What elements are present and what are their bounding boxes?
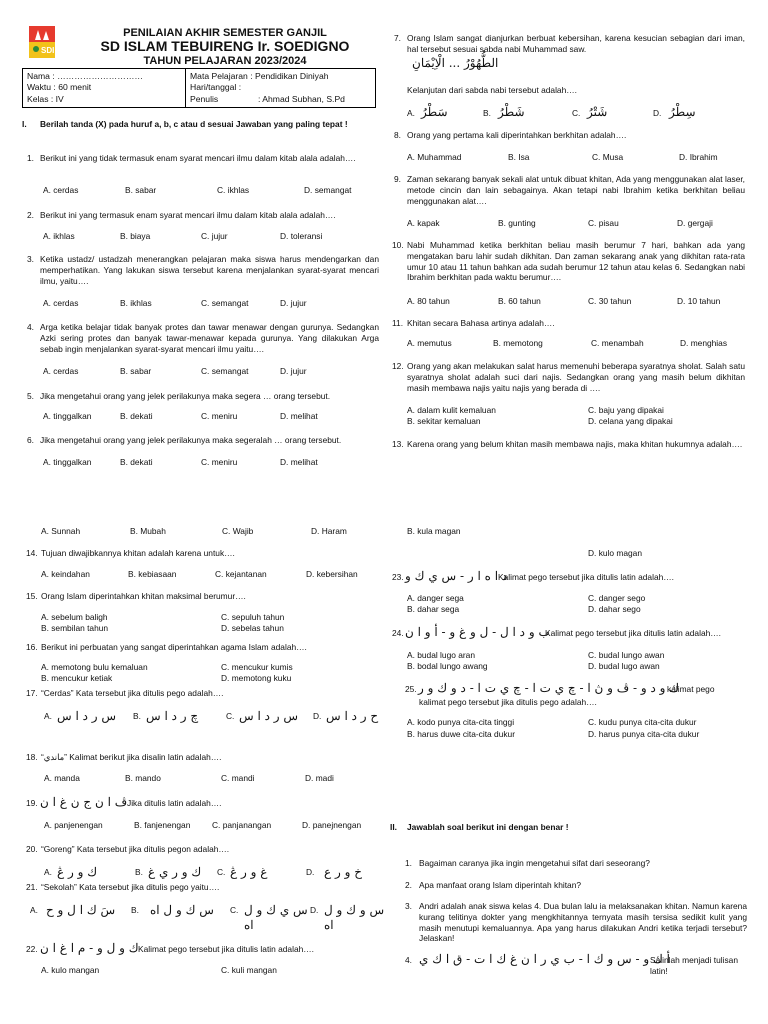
option-c[interactable]: C. danger sego bbox=[588, 593, 646, 603]
option-a[interactable]: A. bbox=[44, 711, 52, 721]
q5-num: 5. bbox=[27, 391, 34, 401]
q8-num: 8. bbox=[394, 130, 401, 140]
option-c[interactable]: C. meniru bbox=[201, 457, 238, 467]
option-d[interactable]: D. toleransi bbox=[280, 231, 323, 241]
q25-label: kalimat pego bbox=[667, 684, 715, 694]
option-d[interactable]: D. menghias bbox=[680, 338, 728, 348]
q23-pego: د ا ه ا ر - س ي ك و bbox=[405, 569, 508, 583]
option-d[interactable]: D. melihat bbox=[280, 457, 318, 467]
q16-num: 16. bbox=[26, 642, 38, 652]
essay3-num: 3. bbox=[405, 901, 412, 911]
option-a[interactable]: A. cerdas bbox=[43, 185, 79, 195]
q9-text: Zaman sekarang banyak sekali alat untuk dibuat khitan, Ada yang menggunakan alat laser, metode cincin dan lain sebagainya. Akan tetapi nabi Ibrahim ketika berkhitan beliau menggunakan alat…. bbox=[407, 174, 745, 206]
q2-num: 2. bbox=[27, 210, 34, 220]
school-year: TAHUN PELAJARAN 2023/2024 bbox=[143, 55, 307, 67]
q23-num: 23. bbox=[392, 572, 404, 582]
option-a[interactable]: A. bbox=[30, 905, 38, 915]
option-a[interactable]: A. memutus bbox=[407, 338, 452, 348]
option-d[interactable]: D. melihat bbox=[280, 411, 318, 421]
option-a[interactable]: A. tinggalkan bbox=[43, 457, 92, 467]
option-b[interactable]: B. mencukur ketiak bbox=[41, 673, 113, 683]
q12-num: 12. bbox=[392, 361, 404, 371]
q19-pego: ڤ ا ن ج ن غ ا ن bbox=[40, 795, 128, 809]
q14-text: Tujuan diwajibkannya khitan adalah karena untuk…. bbox=[41, 548, 235, 558]
header-line1: PENILAIAN AKHIR SEMESTER GANJIL bbox=[123, 27, 327, 39]
option-b[interactable]: B. bbox=[131, 905, 139, 915]
q16-text: Berikut ini perbuatan yang sangat diperintahkan agama Islam adalah…. bbox=[41, 642, 307, 652]
school-logo bbox=[29, 26, 55, 58]
option-c[interactable]: C. bbox=[572, 108, 581, 118]
q8-text: Orang yang pertama kali diperintahkan berkhitan adalah…. bbox=[407, 130, 627, 140]
option-d[interactable]: D. memotong kuku bbox=[221, 673, 292, 683]
hari-field[interactable]: Hari/tanggal : bbox=[190, 82, 242, 92]
option-c[interactable]: C. bbox=[226, 711, 235, 721]
option-a-arab[interactable]: ك و ر ڠ bbox=[57, 865, 98, 879]
q3-text: Ketika ustadz/ ustadzah menerangkan pelajaran maka siswa harus mendengarkan dan memperhatikan. Yang lakukan siswa tersebut karena menjalankan syarat-syarat mencari ilmu, yaitu…. bbox=[40, 254, 379, 286]
option-a[interactable]: A. tinggalkan bbox=[43, 411, 92, 421]
q2-text: Berikut ini yang termasuk enam syarat mencari ilmu dalam kitab alala adalah…. bbox=[40, 210, 336, 220]
essay4-pego: أ ك و - س و ك ا - ب ي ر ا ن غ ك ا ت - ق ا ك ي bbox=[419, 952, 671, 966]
q25-pego: ك و د و - ڤ و ڽ ا - چ ي ت ا - چ ي ت ا - د و ك و ر bbox=[418, 681, 680, 695]
q10-text: Nabi Muhammad ketika berkhitan beliau masih berumur 7 hari, bahkan ada yang mengatakan baru lahir sudah dikhitan. Dan zaman sekarang anak yang dikhitan rata-rata umur 10 atau 11 tahun bahkan ada sudah berumur 12 tahun atau kelas 6. Sedangkan nabi Ibrahim berkhitan pada waktu berumur…. bbox=[407, 240, 745, 283]
q15-num: 15. bbox=[26, 591, 38, 601]
option-a[interactable]: A. sebelum baligh bbox=[41, 612, 108, 622]
option-a[interactable]: A. danger sega bbox=[407, 593, 464, 603]
option-c[interactable]: C. menambah bbox=[591, 338, 644, 348]
option-b-arab[interactable]: س ك و ل اه bbox=[150, 903, 214, 917]
option-c-arab[interactable]: شَتْرُ bbox=[587, 105, 608, 119]
option-b[interactable]: B. sabar bbox=[120, 366, 152, 376]
option-c-arab[interactable]: غ و ر ڠ bbox=[230, 865, 268, 879]
essay3-text: Andri adalah anak siswa kelas 4. Dua bulan lalu ia melaksanakan khitan. Namun karena kurang telitinya dokter yang mengkhitannya ternyata masih tersisa sedikit kulit yang masih menutupi kemaluannya. Apa yang harus dilakukan Andri ketika terjadi tersebut? Jelaskan! bbox=[419, 901, 747, 944]
option-a-arab[interactable]: سَ ك ا ل و ح bbox=[46, 903, 116, 917]
section1-title: Berilah tanda (X) pada huruf a, b, c atau d sesuai Jawaban yang paling tepat ! bbox=[40, 119, 348, 129]
q1-num: 1. bbox=[27, 153, 34, 163]
option-a[interactable]: A. keindahan bbox=[41, 569, 90, 579]
q24-num: 24. bbox=[392, 628, 404, 638]
option-c[interactable]: C. panjanangan bbox=[212, 820, 272, 830]
q21-text: “Sekolah” Kata tersebut jika ditulis pego yaitu…. bbox=[41, 882, 220, 892]
q18-num: 18. bbox=[26, 752, 38, 762]
waktu-field: Waktu : 60 menit bbox=[27, 82, 92, 92]
mapel-field: Mata Pelajaran : Pendidikan Diniyah bbox=[190, 71, 329, 81]
option-c[interactable]: C. bbox=[217, 867, 226, 877]
q18-text: “ماندي” Kalimat berikut jika disalin latin adalah…. bbox=[41, 752, 222, 762]
option-c[interactable]: C. baju yang dipakai bbox=[588, 405, 664, 415]
essay1-text: Bagaiman caranya jika ingin mengetahui sifat dari seseorang? bbox=[419, 858, 650, 868]
option-d[interactable]: D. bbox=[310, 905, 319, 915]
option-a[interactable]: A. ikhlas bbox=[43, 231, 75, 241]
option-c-arab[interactable]: س ي ك و ل اه bbox=[244, 903, 308, 933]
option-d[interactable]: D. dahar sego bbox=[588, 604, 641, 614]
option-b[interactable]: B. bbox=[133, 711, 141, 721]
q13-num: 13. bbox=[392, 439, 404, 449]
option-c[interactable]: C. pisau bbox=[588, 218, 619, 228]
q7-hadith: الطُّهُوْرُ ... الْاِيْمَانِ bbox=[412, 56, 499, 70]
option-c[interactable]: C. mandi bbox=[221, 773, 255, 783]
q11-text: Khitan secara Bahasa artinya adalah…. bbox=[407, 318, 555, 328]
q14-num: 14. bbox=[26, 548, 38, 558]
option-d[interactable]: D. Haram bbox=[311, 526, 347, 536]
q4-text: Arga ketika belajar tidak banyak protes dan tawar menawar dengan gurunya. Sedangkan Azki sering protes dan banyak tawar-menawar kepada gurunya. Yang dilakukan Arga sebab ingin menjalankan syarat-syarat mencari ilmu yaitu…. bbox=[40, 322, 379, 354]
q24-pego: ب و د ا ل - ل و غ و - أ و ا ن bbox=[405, 625, 550, 639]
q12-text: Orang yang akan melakukan salat harus memenuhi beberapa syaratnya sholat. Salah satu syaratnya sholat adalah suci dari najis. Sedangkan orang yang masih belum dikhitan masih membawa najis yaitu najis yang berada di …. bbox=[407, 361, 745, 393]
option-b[interactable]: B. dekati bbox=[120, 411, 153, 421]
option-b[interactable]: B. gunting bbox=[498, 218, 536, 228]
option-c[interactable]: C. kuli mangan bbox=[221, 965, 277, 975]
option-c-arab[interactable]: س ر د ا س bbox=[239, 709, 299, 723]
q13-text: Karena orang yang belum khitan masih membawa najis, maka khitan hukumnya adalah…. bbox=[407, 439, 743, 449]
q6-text: Jika mengetahui orang yang jelek perilakunya maka segeralah … orang tersebut. bbox=[40, 435, 342, 445]
q20-num: 20. bbox=[26, 844, 38, 854]
q11-num: 11. bbox=[392, 318, 404, 328]
q20-text: “Goreng” Kata tersebut jika ditulis pegon adalah…. bbox=[41, 844, 230, 854]
option-b[interactable]: B. bbox=[483, 108, 491, 118]
q22-pego: ك و ل و - م ا غ ا ن bbox=[40, 941, 139, 955]
option-d[interactable]: D. semangat bbox=[304, 185, 352, 195]
essay1-num: 1. bbox=[405, 858, 412, 868]
option-a[interactable]: A. memotong bulu kemaluan bbox=[41, 662, 148, 672]
option-d[interactable]: D. kulo magan bbox=[588, 548, 642, 558]
option-a[interactable]: A. manda bbox=[44, 773, 80, 783]
q22-num: 22. bbox=[26, 944, 38, 954]
option-a[interactable]: A. Sunnah bbox=[41, 526, 81, 536]
section1-num: I. bbox=[22, 119, 27, 129]
option-b[interactable]: B. mando bbox=[125, 773, 161, 783]
q15-text: Orang Islam diperintahkan khitan maksimal berumur…. bbox=[41, 591, 246, 601]
kelas-field: Kelas : IV bbox=[27, 94, 64, 104]
option-c[interactable]: C. kudu punya cita-cita dukur bbox=[588, 717, 697, 727]
option-a[interactable]: A. dalam kulit kemaluan bbox=[407, 405, 496, 415]
option-d[interactable]: D. jujur bbox=[280, 298, 307, 308]
q3-num: 3. bbox=[27, 254, 34, 264]
option-a-arab[interactable]: سَطْرُ bbox=[421, 105, 448, 119]
option-d[interactable]: D. bbox=[653, 108, 662, 118]
option-a[interactable]: A. bbox=[44, 867, 52, 877]
option-b[interactable]: B. bbox=[135, 867, 143, 877]
student-info-box bbox=[22, 68, 376, 108]
q22-text: Kalimat pego tersebut jika ditulis latin adalah…. bbox=[138, 944, 314, 954]
nama-field[interactable]: Nama : ………………………… bbox=[27, 71, 144, 81]
option-d[interactable]: D. jujur bbox=[280, 366, 307, 376]
option-c[interactable]: C. semangat bbox=[201, 366, 249, 376]
q17-num: 17. bbox=[26, 688, 38, 698]
option-d[interactable]: D. harus punya cita-cita dukur bbox=[588, 729, 700, 739]
option-d-arab[interactable]: خ و ر ع bbox=[324, 865, 362, 879]
option-b[interactable]: B. memotong bbox=[493, 338, 543, 348]
q25-text: kalimat pego tersebut jika ditulis pego adalah…. bbox=[419, 697, 597, 707]
option-d-arab[interactable]: سِطْرُ bbox=[669, 105, 696, 119]
option-c[interactable]: C. budal lungo awan bbox=[588, 650, 665, 660]
option-b[interactable]: B. kula magan bbox=[407, 526, 461, 536]
option-b[interactable]: B. bodal lungo awang bbox=[407, 661, 488, 671]
option-c[interactable]: C. mencukur kumis bbox=[221, 662, 293, 672]
q17-text: “Cerdas” Kata tersebut jika ditulis pego adalah…. bbox=[41, 688, 224, 698]
option-a[interactable]: A. bbox=[407, 108, 415, 118]
option-b[interactable]: B. sabar bbox=[125, 185, 157, 195]
option-c[interactable]: C. sepuluh tahun bbox=[221, 612, 285, 622]
option-b[interactable]: B. 60 tahun bbox=[498, 296, 541, 306]
section2-num: II. bbox=[390, 822, 397, 832]
option-d[interactable]: D. Ibrahim bbox=[679, 152, 718, 162]
option-d-arab[interactable]: س و ك و ل اه bbox=[324, 903, 385, 933]
option-d[interactable]: D. 10 tahun bbox=[677, 296, 721, 306]
option-d-arab[interactable]: ح ر د ا س bbox=[326, 709, 379, 723]
q1-text: Berikut ini yang tidak termasuk enam syarat mencari ilmu dalam kitab alala adalah…. bbox=[40, 153, 356, 163]
q7-text2: Kelanjutan dari sabda nabi tersebut adalah…. bbox=[407, 85, 577, 95]
school-name: SD ISLAM TEBUIRENG Ir. SOEDIGNO bbox=[100, 38, 350, 54]
option-d[interactable]: D. bbox=[306, 867, 315, 877]
penulis-label: Penulis bbox=[190, 94, 219, 104]
option-b[interactable]: B. sekitar kemaluan bbox=[407, 416, 481, 426]
option-a[interactable]: A. kapak bbox=[407, 218, 440, 228]
penulis-value: : Ahmad Subhan, S.Pd bbox=[258, 94, 345, 104]
q5-text: Jika mengetahui orang yang jelek perilakunya maka segera … orang tersebut. bbox=[40, 391, 331, 401]
logo-text: SDI bbox=[41, 46, 55, 55]
option-a[interactable]: A. panjenengan bbox=[44, 820, 103, 830]
option-a-arab[interactable]: س ر د ا س bbox=[57, 709, 117, 723]
option-d[interactable]: D. panejnengan bbox=[302, 820, 362, 830]
q24-text: Kalimat pego tersebut jika ditulis latin adalah…. bbox=[545, 628, 721, 638]
option-d[interactable]: D. celana yang dipakai bbox=[588, 416, 673, 426]
q4-num: 4. bbox=[27, 322, 34, 332]
essay2-text: Apa manfaat orang Islam diperintah khitan? bbox=[419, 880, 582, 890]
option-b[interactable]: B. harus duwe cita-cita dukur bbox=[407, 729, 515, 739]
q21-num: 21. bbox=[26, 882, 38, 892]
option-b[interactable]: B. ikhlas bbox=[120, 298, 152, 308]
option-c[interactable]: C. meniru bbox=[201, 411, 238, 421]
option-a[interactable]: A. kodo punya cita-cita tinggi bbox=[407, 717, 515, 727]
option-b-arab[interactable]: ك و ر ي غ bbox=[148, 865, 202, 879]
q23-text: Kalimat pego tersebut jika ditulis latin adalah…. bbox=[498, 572, 674, 582]
option-d[interactable]: D. kebersihan bbox=[306, 569, 358, 579]
option-c[interactable]: C. Wajib bbox=[222, 526, 254, 536]
section2-title: Jawablah soal berikut ini dengan benar ! bbox=[407, 822, 569, 832]
option-b-arab[interactable]: چ ر د ا س bbox=[146, 709, 199, 723]
option-b[interactable]: B. fanjenengan bbox=[134, 820, 191, 830]
option-b[interactable]: B. dahar sega bbox=[407, 604, 460, 614]
q25-num: 25. bbox=[405, 684, 417, 694]
q10-num: 10. bbox=[392, 240, 404, 250]
q9-num: 9. bbox=[394, 174, 401, 184]
option-a[interactable]: A. 80 tahun bbox=[407, 296, 450, 306]
option-b[interactable]: B. sembilan tahun bbox=[41, 623, 109, 633]
q7-text: Orang Islam sangat dianjurkan berbuat kebersihan, karena kesucian sebagian dari iman, hal tersebut sesuai sabda nabi Muhammad saw. bbox=[407, 33, 745, 54]
option-b[interactable]: B. kebiasaan bbox=[128, 569, 177, 579]
option-b[interactable]: B. Isa bbox=[508, 152, 530, 162]
option-d[interactable]: D. madi bbox=[305, 773, 334, 783]
option-a[interactable]: A. kulo mangan bbox=[41, 965, 100, 975]
option-b-arab[interactable]: شَطْرُ bbox=[498, 105, 525, 119]
option-a[interactable]: A. cerdas bbox=[43, 298, 79, 308]
option-b[interactable]: B. biaya bbox=[120, 231, 151, 241]
option-d[interactable]: D. budal lugo awan bbox=[588, 661, 660, 671]
essay4-num: 4. bbox=[405, 955, 412, 965]
option-b[interactable]: B. dekati bbox=[120, 457, 153, 467]
q19-num: 19. bbox=[26, 798, 38, 808]
q19-text: Jika ditulis latin adalah…. bbox=[127, 798, 222, 808]
option-c[interactable]: C. semangat bbox=[201, 298, 249, 308]
option-c[interactable]: C. Musa bbox=[592, 152, 624, 162]
option-c[interactable]: C. 30 tahun bbox=[588, 296, 632, 306]
option-a[interactable]: A. Muhammad bbox=[407, 152, 462, 162]
option-c[interactable]: C. ikhlas bbox=[217, 185, 250, 195]
option-c[interactable]: C. jujur bbox=[201, 231, 228, 241]
q7-num: 7. bbox=[394, 33, 401, 43]
option-d[interactable]: D. gergaji bbox=[677, 218, 713, 228]
option-a[interactable]: A. cerdas bbox=[43, 366, 79, 376]
option-c[interactable]: C. kejantanan bbox=[215, 569, 267, 579]
option-c[interactable]: C. bbox=[230, 905, 239, 915]
option-a[interactable]: A. budal lugo aran bbox=[407, 650, 475, 660]
essay2-num: 2. bbox=[405, 880, 412, 890]
option-b[interactable]: B. Mubah bbox=[130, 526, 166, 536]
essay4-text: Salinlah menjadi tulisan latin! bbox=[650, 955, 738, 976]
option-d[interactable]: D. bbox=[313, 711, 322, 721]
q6-num: 6. bbox=[27, 435, 34, 445]
option-d[interactable]: D. sebelas tahun bbox=[221, 623, 284, 633]
